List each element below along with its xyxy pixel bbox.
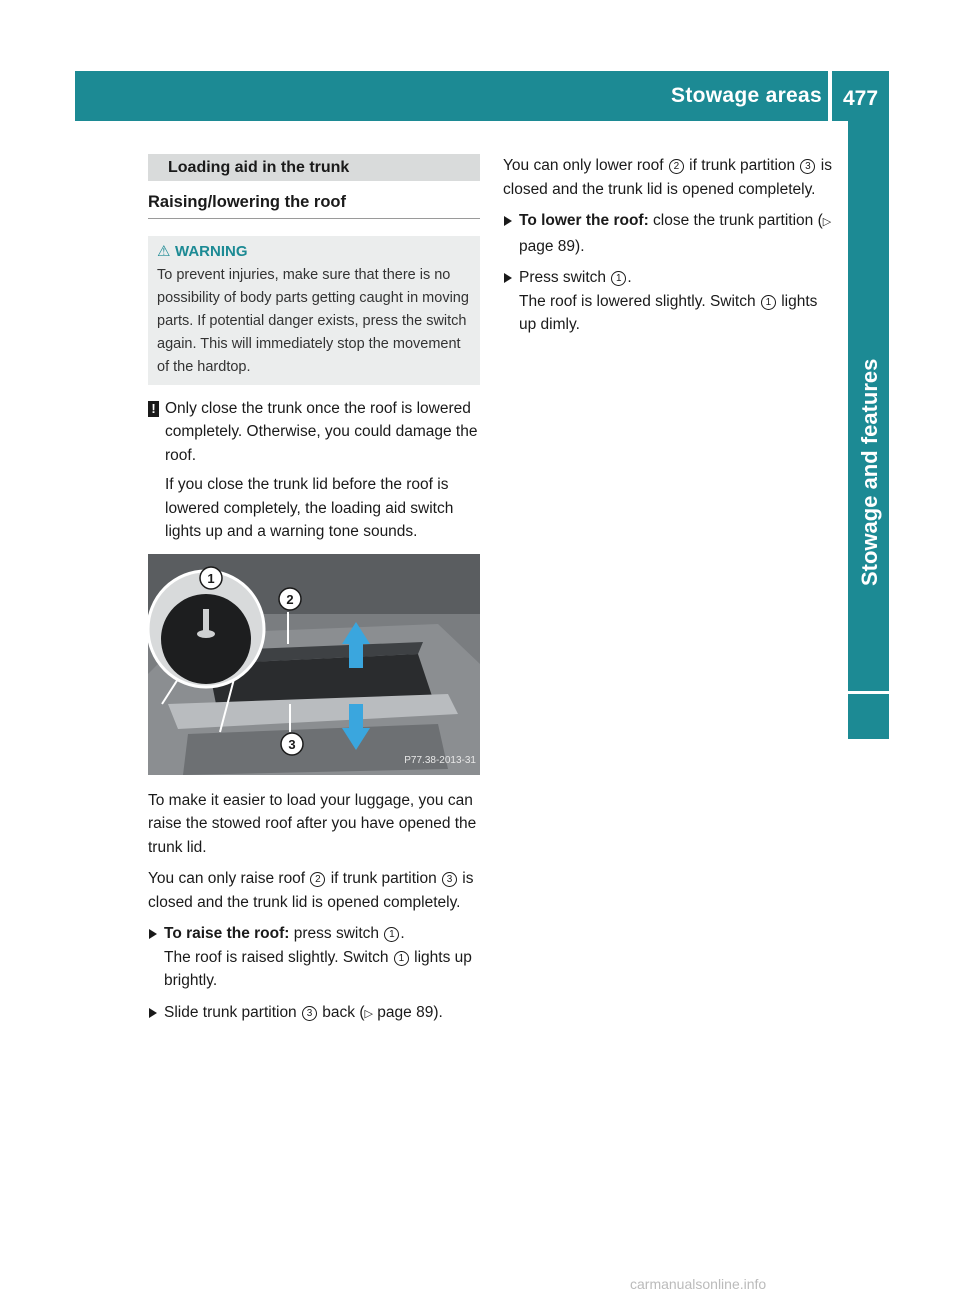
notice-line-2: If you close the trunk lid before the roof is lowered completely, the loading aid switch lights up and a warning tone sounds. bbox=[165, 476, 454, 540]
num-3-icon: 3 bbox=[800, 159, 815, 174]
side-tab-label: Stowage and features bbox=[857, 358, 882, 586]
notice-line-1: Only close the trunk once the roof is lowered completely. Otherwise, you could damage the roof. bbox=[165, 399, 478, 464]
page-reference-icon: ▷ bbox=[364, 1007, 373, 1020]
lower-condition: You can only lower roof 2 if trunk partition 3 is closed and the trunk lid is opened completely. bbox=[503, 157, 832, 198]
warning-text: To prevent injuries, make sure that there is no possibility of body parts getting caught in moving parts. If potential danger exists, press the switch again. This will immediately stop the movement of the hardtop. bbox=[157, 266, 469, 375]
raise-step-1: To raise the roof: press switch 1 . The roof is raised slightly. Switch 1 lights up brightly. bbox=[148, 922, 480, 993]
right-column bbox=[503, 154, 838, 337]
page-reference-icon: ▷ bbox=[822, 216, 832, 228]
warning-label: WARNING bbox=[175, 242, 248, 260]
raise-condition: You can only raise roof 2 if trunk partition 3 is closed and the trunk lid is opened completely. bbox=[148, 870, 474, 911]
step-arrow-icon bbox=[504, 216, 512, 226]
header-title: Stowage areas bbox=[671, 84, 822, 107]
step-arrow-icon bbox=[149, 929, 157, 939]
num-3-icon: 3 bbox=[302, 1006, 317, 1021]
page-number: 477 bbox=[832, 71, 889, 121]
warning-heading bbox=[157, 240, 472, 263]
num-1-icon: 1 bbox=[394, 951, 409, 966]
callout-3: 3 bbox=[288, 736, 296, 752]
side-tab-marker bbox=[848, 694, 889, 739]
footer-watermark[interactable]: carmanualsonline.info bbox=[630, 1276, 767, 1292]
lower-step-1: To lower the roof: close the trunk partition (▷ page 89). bbox=[503, 209, 838, 258]
step-arrow-icon bbox=[504, 273, 512, 283]
num-1-icon: 1 bbox=[384, 927, 399, 942]
warning-box bbox=[148, 236, 480, 385]
raise-step-2: Slide trunk partition 3 back (▷ page 89). bbox=[148, 1001, 480, 1027]
warning-triangle-icon: ⚠ bbox=[157, 242, 171, 260]
lower-step-2: Press switch 1 . The roof is lowered slightly. Switch 1 lights up dimly. bbox=[503, 266, 838, 337]
subsection-title: Raising/lowering the roof bbox=[148, 191, 480, 219]
num-1-icon: 1 bbox=[761, 295, 776, 310]
num-1-icon: 1 bbox=[611, 271, 626, 286]
callout-2: 2 bbox=[286, 591, 294, 607]
callout-1: 1 bbox=[207, 570, 215, 586]
section-title: Loading aid in the trunk bbox=[148, 154, 480, 181]
notice-block bbox=[148, 397, 480, 544]
num-2-icon: 2 bbox=[669, 159, 684, 174]
trunk-figure bbox=[148, 554, 480, 775]
trunk-photo-illustration bbox=[148, 554, 480, 775]
intro-paragraph: To make it easier to load your luggage, you can raise the stowed roof after you have opened the trunk lid. bbox=[148, 791, 477, 856]
num-3-icon: 3 bbox=[442, 872, 457, 887]
figure-code: P77.38-2013-31 bbox=[404, 755, 476, 766]
left-column bbox=[148, 154, 480, 1026]
num-2-icon: 2 bbox=[310, 872, 325, 887]
step-arrow-icon bbox=[149, 1008, 157, 1018]
exclamation-icon: ! bbox=[148, 401, 159, 417]
